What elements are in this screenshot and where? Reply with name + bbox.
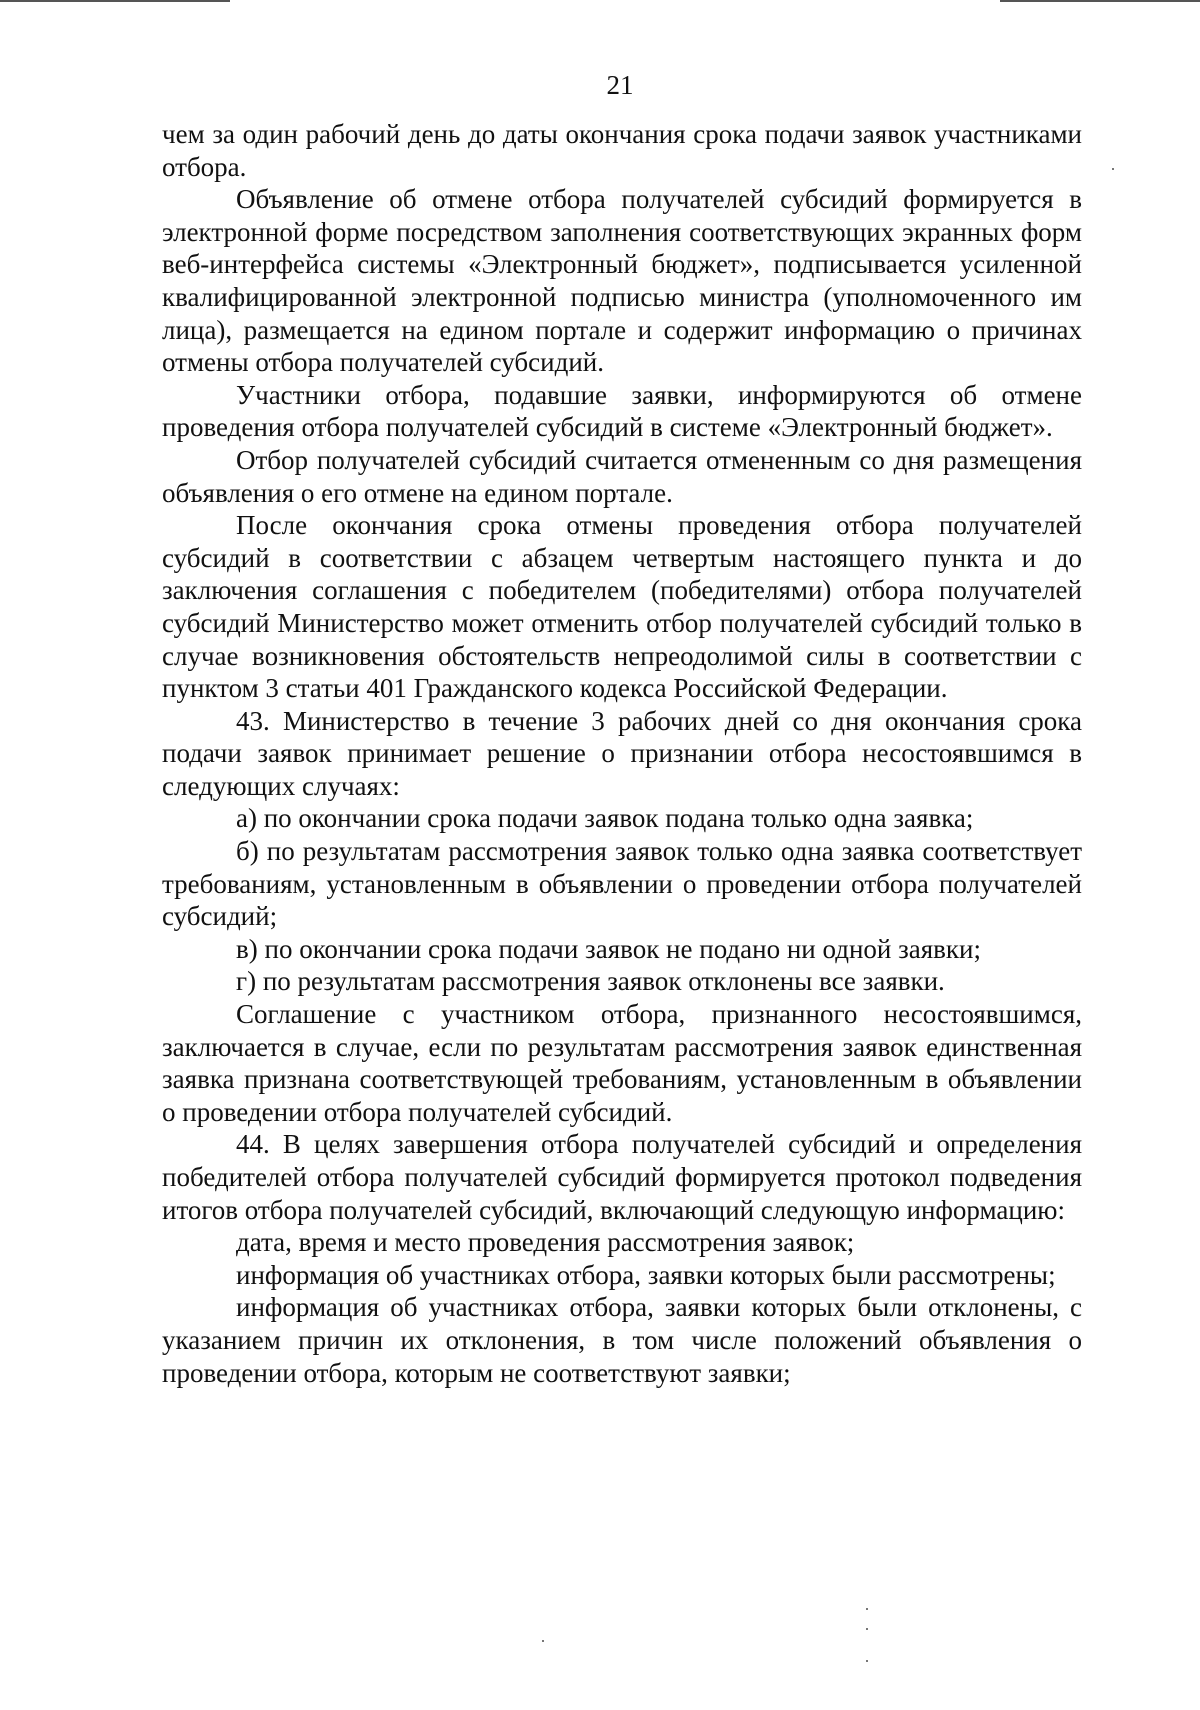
scan-speck: [866, 1628, 868, 1630]
list-item: г) по результатам рассмотрения заявок отклонены все заявки.: [236, 966, 945, 997]
list-item: дата, время и место проведения рассмотрения заявок;: [236, 1227, 855, 1258]
list-item: информация об участниках отбора, заявки которых были отклонены, с указанием причин их отклонения, в том числе положений объявления о проведении отбора, которым не соответствуют заявки;: [162, 1292, 1082, 1388]
paragraph: Соглашение с участником отбора, признанного несостоявшимся, заключается в случае, если по результатам рассмотрения заявок единственная заявка признана соответствующей требованиям, установленным в объявлении о проведении отбора получателей субсидий.: [162, 999, 1082, 1127]
list-item: б) по результатам рассмотрения заявок только одна заявка соответствует требованиям, установленным в объявлении о проведении отбора получателей субсидий;: [162, 836, 1082, 932]
scan-speck: [866, 1660, 868, 1662]
scan-speck: [542, 1640, 544, 1642]
list-item: а) по окончании срока подачи заявок подана только одна заявка;: [236, 803, 974, 834]
document-body: [162, 118, 1082, 1389]
paragraph: Участники отбора, подавшие заявки, информируются об отмене проведения отбора получателей субсидий в системе «Электронный бюджет».: [162, 379, 1082, 443]
scan-speck: [866, 1608, 868, 1610]
list-item: информация об участниках отбора, заявки которых были рассмотрены;: [236, 1259, 1056, 1290]
paragraph: Объявление об отмене отбора получателей субсидий формируется в электронной форме посредством заполнения соответствующих экранных форм веб-интерфейса системы «Электронный бюджет», подписывается усиленной квалифицированной электронной подписью министра (уполномоченного им лица), размещается на едином портале и содержит информацию о причинах отмены отбора получателей субсидий.: [162, 184, 1082, 378]
paragraph-item-44: 44. В целях завершения отбора получателей субсидий и определения победителей отбора получателей субсидий формируется протокол подведения итогов отбора получателей субсидий, включающий следующую информацию:: [162, 1129, 1082, 1225]
list-item: в) по окончании срока подачи заявок не подано ни одной заявки;: [236, 933, 981, 964]
page-number: 21: [606, 70, 634, 100]
paragraph-item-43: 43. Министерство в течение 3 рабочих дней со дня окончания срока подачи заявок принимает решение о признании отбора несостоявшимся в следующих случаях:: [162, 705, 1082, 801]
paragraph: После окончания срока отмены проведения отбора получателей субсидий в соответствии с абзацем четвертым настоящего пункта и до заключения соглашения с победителем (победителями) отбора получателей субсидий Министерство может отменить отбор получателей субсидий только в случае возникновения обстоятельств непреодолимой силы в соответствии с пунктом 3 статьи 401 Гражданского кодекса Российской Федерации.: [162, 510, 1082, 704]
scan-speck: [1112, 168, 1114, 170]
paragraph: Отбор получателей субсидий считается отмененным со дня размещения объявления о его отмене на едином портале.: [162, 444, 1082, 508]
scan-edge-line: [1000, 0, 1200, 2]
scan-edge-line: [0, 0, 230, 2]
paragraph: чем за один рабочий день до даты окончания срока подачи заявок участниками отбора.: [162, 119, 1082, 182]
